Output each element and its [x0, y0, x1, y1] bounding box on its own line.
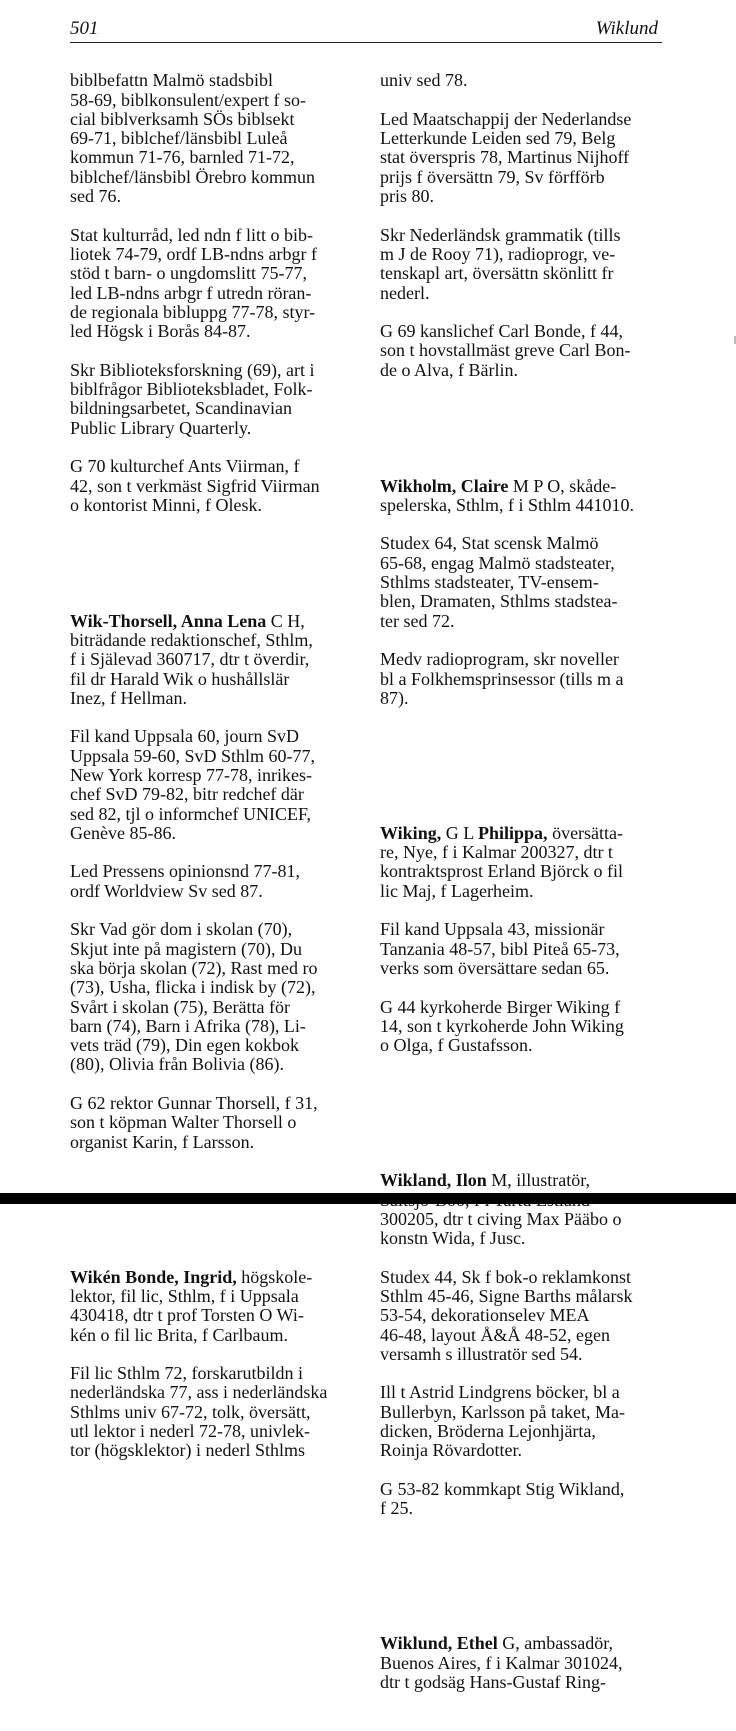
entry-paragraph: Fil lic Sthlm 72, forskarutbildn i nederländska 77, ass i nederländska Sthlms univ 67-72, tolk, översätt, utl lektor i nederl 72-78, univlek- tor (högsklektor) i nederl Sthlms [70, 1363, 328, 1461]
entry-text: G, ambassadör, Buenos Aires, f i Kalmar 301024, dtr t godsäg Hans-Gustaf Ring- [380, 1633, 623, 1692]
continuation-paragraph: Skr Biblioteksforskning (69), art i biblfrågor Biblioteksbladet, Folk- bildningsarbetet, Scandinavian Public Library Quarterly. [70, 359, 315, 438]
entry-wik-thorsell [70, 592, 368, 1171]
entry-name-secondary: Philippa, [478, 822, 548, 843]
continuation-paragraph: G 69 kanslichef Carl Bonde, f 44, son t hovstallmäst greve Carl Bon- de o Alva, f Bärlin. [380, 321, 631, 380]
entry-first-paragraph [70, 1268, 368, 1345]
scan-bottom-edge [0, 1193, 736, 1204]
entry-paragraph: Ill t Astrid Lindgrens böcker, bl a Bullerbyn, Karlsson på taket, Ma- dicken, Bröderna Lejonhjärta, Roinja Rövardotter. [380, 1382, 625, 1461]
entry-text: re, Nye, f i Kalmar 200327, dtr t kontraktsprost Erland Björck o fil lic Maj, f Lagerheim. [380, 842, 623, 901]
entry-wiken-bonde [70, 1248, 368, 1480]
entry-first-paragraph [380, 824, 670, 901]
entry-text: C H, biträdande redaktionschef, Sthlm, f i Själevad 360717, dtr t överdir, fil dr Harald Wik o hushållslär Inez, f Hellman. [70, 610, 313, 708]
entry-text: översätta- [547, 822, 624, 843]
continuation-paragraph: G 70 kulturchef Ants Viirman, f 42, son t verkmäst Sigfrid Viirman o kontorist Minni, f Olesk. [70, 456, 320, 515]
page-header [70, 18, 662, 43]
continuation-paragraph: biblbefattn Malmö stadsbibl 58-69, biblkonsulent/expert f so- cial biblverksamh SÖs biblsekt 69-71, biblchef/länsbibl Luleå kommun 71-76, barnled 71-72, biblchef/länsbibl Örebro kommun sed 76. [70, 70, 315, 207]
entry-paragraph: Medv radioprogram, skr noveller bl a Folkhemsprinsessor (tills m a 87). [380, 649, 624, 708]
entry-name: Wik-Thorsell, Anna Lena [70, 610, 267, 631]
page-number: 501 [70, 18, 99, 39]
entry-text: M, illustratör, 300205, dtr t civing Max Pääbo o konstn Wida, f Jusc. [380, 1170, 622, 1249]
entry-wiklund [380, 1615, 670, 1711]
left-column [70, 52, 368, 1499]
entry-gap [380, 1557, 670, 1576]
entry-wiking [380, 805, 670, 1075]
entry-wikland [380, 1152, 670, 1538]
entry-text: M P O, skåde- spelerska, Sthlm, f i Sthlm 441010. [380, 475, 634, 515]
entry-paragraph: Studex 64, Stat scensk Malmö 65-68, engag Malmö stadsteater, Sthlms stadsteater, TV-ensem- blen, Dramaten, Sthlms stadstea- ter sed 72. [380, 533, 618, 631]
entry-first-paragraph [380, 1171, 670, 1248]
right-column [380, 52, 670, 1731]
continuation-paragraph: univ sed 78. [380, 70, 468, 91]
continuation-paragraph: Stat kulturråd, led ndn f litt o bib- liotek 74-79, ordf LB-ndns arbgr f stöd t barn- o ungdomslitt 75-77, led LB-ndns arbgr f utredn röran- de regionala bibluppg 77-78, styr- led Högsk i Borås 84-87. [70, 224, 317, 342]
entry-text: högskole- lektor, fil lic, Sthlm, f i Uppsala 430418, dtr t prof Torsten O Wi- kén o fil lic Brita, f Carlbaum. [70, 1266, 313, 1345]
entry-first-paragraph [380, 477, 670, 516]
entry-paragraph: Fil kand Uppsala 43, missionär Tanzania 48-57, bibl Piteå 65-73, verks som översättare sedan 65. [380, 919, 620, 978]
entry-name: Wiking, [380, 822, 442, 843]
entry-paragraph: Led Pressens opinionsnd 77-81, ordf Worldview Sv sed 87. [70, 861, 300, 901]
entry-text: G L [441, 822, 479, 843]
entry-first-paragraph [70, 612, 368, 708]
entry-paragraph: Fil kand Uppsala 60, journ SvD Uppsala 59-60, SvD Sthlm 60-77, New York korresp 77-78, inrikes- chef SvD 79-82, bitr redchef där sed 82, tjl o informchef UNICEF, Genève 85-86. [70, 726, 315, 843]
continuation-paragraph: Led Maatschappij der Nederlandse Letterkunde Leiden sed 79, Belg stat överspris 78, Martinus Nijhoff prijs f översättn 79, Sv förfförb pris 80. [380, 108, 632, 207]
entry-gap [380, 747, 670, 766]
entry-paragraph: G 44 kyrkoherde Birger Wiking f 14, son t kyrkoherde John Wiking o Olga, f Gustafsson. [380, 996, 624, 1056]
entry-paragraph: G 62 rektor Gunnar Thorsell, f 31, son t köpman Walter Thorsell o organist Karin, f Larsson. [70, 1093, 318, 1152]
entry-paragraph: G 53-82 kommkapt Stig Wikland, f 25. [380, 1478, 625, 1519]
entry-paragraph: Skr Vad gör dom i skolan (70), Skjut inte på magistern (70), Du ska börja skolan (72), Rast med ro (73), Usha, flicka i indisk by (72), Svårt i skolan (75), Berätta för barn (74), Barn i Afrika (78), Li- vets träd (79), Din egen kokbok (80), Olivia från Bolivia (86). [70, 919, 318, 1075]
entry-name: Wikholm, Claire [380, 475, 509, 496]
entry-gap [380, 1094, 670, 1113]
entry-paragraph: Studex 44, Sk f bok-o reklamkonst Sthlm 45-46, Signe Barths målarsk 53-54, dekorationselev MEA 46-48, layout Å&Å 48-52, egen versamh s illustratör sed 54. [380, 1266, 633, 1364]
entry-name: Wikland, Ilon [380, 1170, 487, 1191]
continuation-paragraph: Skr Nederländsk grammatik (tills m J de Rooy 71), radioprogr, ve- tenskapl art, översättn skönlitt fr nederl. [380, 224, 621, 303]
entry-gap [70, 534, 368, 553]
entry-name: Wikén Bonde, Ingrid, [70, 1266, 237, 1287]
entry-gap [380, 399, 670, 418]
entry-wikholm [380, 457, 670, 727]
entry-first-paragraph [380, 1634, 670, 1692]
entry-name: Wiklund, Ethel [380, 1633, 498, 1654]
running-head: Wiklund [595, 18, 658, 39]
